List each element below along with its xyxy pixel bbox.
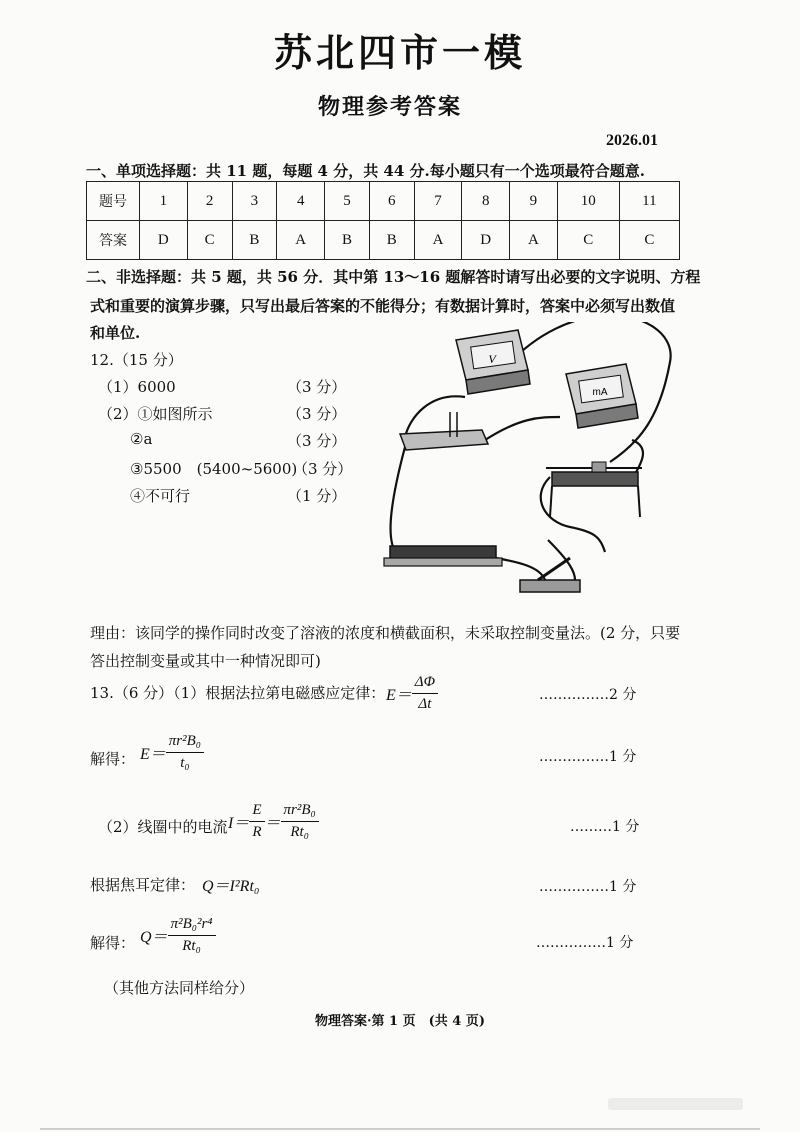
q13-step1-label: 13.（6 分）（1）根据法拉第电磁感应定律： xyxy=(90,684,386,702)
fraction xyxy=(281,802,319,841)
voltmeter xyxy=(456,330,530,394)
question-number: 8 xyxy=(462,182,510,221)
fraction-numerator: ΔΦ xyxy=(412,674,438,694)
question-number: 4 xyxy=(277,182,325,221)
rheostat-leg xyxy=(638,486,640,517)
question-number: 2 xyxy=(187,182,232,221)
formula-lhs: I＝ xyxy=(228,815,250,832)
q12-reason-line2: 答出控制变量或其中一种情况即可) xyxy=(90,652,321,670)
switch-base xyxy=(520,580,580,592)
fraction xyxy=(166,733,204,772)
q12-item-score: （3 分） xyxy=(287,432,347,450)
q13-step2-formula xyxy=(140,733,204,772)
answer-cell: B xyxy=(369,221,414,260)
q12-item-score: （1 分） xyxy=(287,487,347,505)
q12-item-text: ②a xyxy=(130,430,153,448)
rheostat-leg xyxy=(550,486,552,517)
q12-item-text: （2）①如图所示 xyxy=(98,405,213,423)
q13-step3-formula xyxy=(228,802,319,841)
exam-title: 苏北四市一模 xyxy=(273,31,526,75)
answer-cell: D xyxy=(140,221,188,260)
milliammeter-label: mA xyxy=(592,387,608,398)
fraction-denominator: Δt xyxy=(418,696,432,712)
section2-line1: 二、非选择题：共 5 题，共 56 分．其中第 13～16 题解答时请写出必要的文字说明、方程 xyxy=(86,268,701,286)
wire xyxy=(391,447,405,552)
fraction-numerator: πr²B₀ xyxy=(281,802,319,822)
answer-cell: A xyxy=(414,221,462,260)
switch xyxy=(520,558,580,592)
q12-item-text: ③5500 (5400~5600) xyxy=(130,460,298,478)
answer-cell: A xyxy=(510,221,558,260)
answer-cell: D xyxy=(462,221,510,260)
q13-step4-score: ……………1 分 xyxy=(539,879,637,895)
formula-lhs: E＝ xyxy=(140,746,166,763)
q13-step5-formula xyxy=(140,916,216,955)
question-number: 7 xyxy=(414,182,462,221)
choice-answer-table xyxy=(86,181,680,260)
answer-cell: C xyxy=(619,221,679,260)
section2-line3: 和单位. xyxy=(90,324,141,342)
fraction xyxy=(249,802,264,841)
q12-item-text: （1）6000 xyxy=(98,378,176,396)
rheostat-coil xyxy=(552,472,638,486)
voltmeter-label: V xyxy=(488,352,496,366)
answer-subtitle: 物理参考答案 xyxy=(317,94,462,120)
answer-cell: C xyxy=(187,221,232,260)
q12-item-score: （3 分） xyxy=(287,378,347,396)
question-number-row xyxy=(87,182,680,221)
q13-step2-score: ……………1 分 xyxy=(539,749,637,765)
answer-cell: C xyxy=(557,221,619,260)
row-label-answer: 答案 xyxy=(87,221,140,260)
q13-note: （其他方法同样给分） xyxy=(104,979,255,997)
equals-sign: ＝ xyxy=(264,815,281,832)
question-number: 1 xyxy=(140,182,188,221)
section1-heading: 一、单项选择题：共 11 题，每题 4 分，共 44 分.每小题只有一个选项最符合题意. xyxy=(86,162,645,180)
q12-heading: 12.（15 分） xyxy=(90,351,183,369)
fraction-numerator: πr²B₀ xyxy=(166,733,204,753)
battery-pack xyxy=(384,546,502,566)
q12-reason-line1: 理由：该同学的操作同时改变了溶液的浓度和横截面积，未采取控制变量法。(2 分，只要 xyxy=(90,624,681,642)
q13-step1-formula xyxy=(386,674,438,713)
wire xyxy=(548,540,575,580)
scan-edge xyxy=(40,1128,760,1130)
answer-cell: B xyxy=(232,221,277,260)
q13-step3-label: （2）线圈中的电流 xyxy=(98,818,228,836)
question-number: 9 xyxy=(510,182,558,221)
answer-cell: B xyxy=(325,221,370,260)
formula-lhs: Q＝ xyxy=(140,929,168,946)
question-number: 6 xyxy=(369,182,414,221)
watermark-blur xyxy=(608,1098,743,1110)
answer-row xyxy=(87,221,680,260)
exam-date: 2026.01 xyxy=(606,132,658,149)
q13-step1-score: ……………2 分 xyxy=(539,687,637,703)
question-number: 10 xyxy=(557,182,619,221)
fraction-denominator: t₀ xyxy=(180,755,190,771)
fraction xyxy=(168,916,216,955)
fraction xyxy=(412,674,438,713)
fraction-denominator: Rt₀ xyxy=(290,824,309,840)
question-number: 5 xyxy=(325,182,370,221)
fraction-denominator: R xyxy=(252,824,262,840)
battery-base xyxy=(384,558,502,566)
wire xyxy=(482,417,560,442)
switch-lever xyxy=(538,558,570,580)
question-number: 11 xyxy=(619,182,679,221)
q13-step4-label: 根据焦耳定律： xyxy=(90,876,196,894)
formula-lhs: E＝ xyxy=(386,687,412,704)
q13-step3-score: ………1 分 xyxy=(570,819,640,835)
sliding-rheostat xyxy=(546,462,642,517)
section2-line2: 式和重要的演算步骤，只写出最后答案的不能得分；有数据计算时，答案中必须写出数值 xyxy=(90,297,676,315)
q13-step5-score: ……………1 分 xyxy=(536,935,634,951)
page-footer: 物理答案·第 1 页 (共 4 页) xyxy=(314,1014,486,1029)
q12-item-text: ④不可行 xyxy=(130,487,191,505)
trough-body xyxy=(400,430,488,450)
fraction-denominator: Rt₀ xyxy=(182,938,201,954)
q13-step4-formula: Q＝I²Rt₀ xyxy=(202,878,260,895)
q13-step2-label: 解得： xyxy=(90,750,136,768)
answer-cell: A xyxy=(277,221,325,260)
question-number: 3 xyxy=(232,182,277,221)
row-label-number: 题号 xyxy=(87,182,140,221)
q12-item-score: （3 分） xyxy=(287,405,347,423)
fraction-numerator: E xyxy=(249,802,264,822)
circuit-diagram xyxy=(370,322,700,602)
q12-item-score: （3 分） xyxy=(293,460,353,478)
q13-step5-label: 解得： xyxy=(90,934,136,952)
rheostat-slider xyxy=(592,462,606,472)
fraction-numerator: π²B₀²r⁴ xyxy=(168,916,216,936)
milliammeter xyxy=(566,364,638,428)
